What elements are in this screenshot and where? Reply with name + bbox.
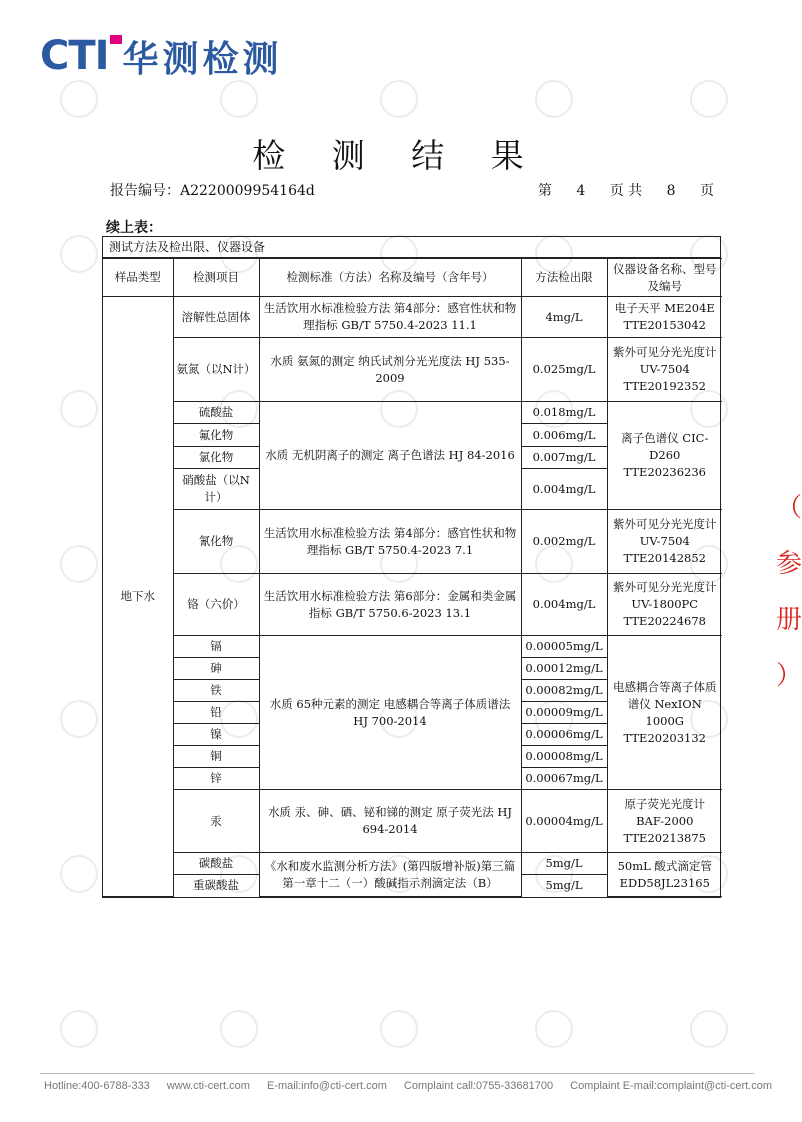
- instrument-cell: 50mL 酸式滴定管 EDD58JL23165: [607, 853, 722, 897]
- item-cell: 铁: [173, 680, 259, 702]
- item-cell: 镍: [173, 724, 259, 746]
- instrument-cell: 原子荧光光度计 BAF-2000 TTE20213875: [607, 790, 722, 853]
- footer-complaint-email[interactable]: Complaint E-mail:complaint@cti-cert.com: [570, 1080, 773, 1092]
- limit-cell: 0.00005mg/L: [521, 636, 607, 658]
- item-cell: 汞: [173, 790, 259, 853]
- page-mid: 页 共: [609, 183, 643, 199]
- limit-cell: 0.004mg/L: [521, 469, 607, 510]
- standard-cell: 水质 65种元素的测定 电感耦合等离子体质谱法 HJ 700-2014: [259, 636, 521, 790]
- continued-label: 续上表：: [106, 220, 162, 236]
- limit-cell: 4mg/L: [521, 297, 607, 338]
- table-row: [103, 790, 722, 853]
- page-title: 检 测 结 果: [252, 136, 542, 175]
- item-cell: 氨氮（以N计）: [173, 338, 259, 402]
- watermark-badge: [60, 855, 98, 893]
- watermark-badge: [220, 1010, 258, 1048]
- table-row: [103, 338, 722, 402]
- footer-hotline: Hotline:400-6788-333: [44, 1080, 150, 1092]
- results-table: [103, 258, 722, 897]
- item-cell: 锌: [173, 768, 259, 790]
- watermark-badge: [60, 80, 98, 118]
- footer-complaint-call: Complaint call:0755-33681700: [403, 1080, 554, 1092]
- limit-cell: 0.00082mg/L: [521, 680, 607, 702]
- watermark-badge: [535, 1010, 573, 1048]
- table-row: [103, 402, 722, 424]
- item-cell: 铜: [173, 746, 259, 768]
- limit-cell: 0.00012mg/L: [521, 658, 607, 680]
- limit-cell: 5mg/L: [521, 853, 607, 875]
- logo-accent-bar: [110, 35, 122, 44]
- instrument-cell: 紫外可见分光光度计 UV-1800PC TTE20224678: [607, 574, 722, 636]
- table-row: [103, 853, 722, 875]
- limit-cell: 0.00004mg/L: [521, 790, 607, 853]
- page-total: 8: [666, 183, 676, 199]
- item-cell: 铬（六价）: [173, 574, 259, 636]
- results-table-frame: [102, 236, 721, 898]
- limit-cell: 0.00006mg/L: [521, 724, 607, 746]
- footer-divider: [40, 1073, 754, 1074]
- table-row: [103, 574, 722, 636]
- page-current: 4: [576, 183, 586, 199]
- logo-mark: [40, 33, 109, 79]
- item-cell: 重碳酸盐: [173, 875, 259, 897]
- footer-website[interactable]: www.cti-cert.com: [166, 1080, 250, 1092]
- logo-chinese-name: 华测检测: [122, 38, 283, 80]
- standard-cell: 生活饮用水标准检验方法 第4部分：感官性状和物理指标 GB/T 5750.4-2023 11.1: [259, 297, 521, 338]
- sample-type-cell: 地下水: [103, 297, 173, 897]
- limit-cell: 0.007mg/L: [521, 447, 607, 469]
- company-logo: [40, 28, 283, 84]
- report-number-value: A2220009954164d: [180, 183, 315, 199]
- item-cell: 氰化物: [173, 510, 259, 574]
- item-cell: 氟化物: [173, 424, 259, 447]
- limit-cell: 0.006mg/L: [521, 424, 607, 447]
- table-row: [103, 636, 722, 658]
- standard-cell: 《水和废水监测分析方法》(第四版增补版)第三篇第一章十二（一）酸碱指示剂滴定法（B）: [259, 853, 521, 897]
- item-cell: 铅: [173, 702, 259, 724]
- limit-cell: 0.00008mg/L: [521, 746, 607, 768]
- limit-cell: 0.004mg/L: [521, 574, 607, 636]
- footer-email[interactable]: E-mail:info@cti-cert.com: [266, 1080, 387, 1092]
- col-item: 检测项目: [173, 259, 259, 297]
- watermark-badge: [60, 1010, 98, 1048]
- table-row: [103, 297, 722, 338]
- watermark-badge: [690, 1010, 728, 1048]
- col-standard: 检测标准（方法）名称及编号（含年号）: [259, 259, 521, 297]
- limit-cell: 0.002mg/L: [521, 510, 607, 574]
- limit-cell: 0.025mg/L: [521, 338, 607, 402]
- standard-cell: 水质 汞、砷、硒、铋和锑的测定 原子荧光法 HJ 694-2014: [259, 790, 521, 853]
- item-cell: 硝酸盐（以N计）: [173, 469, 259, 510]
- watermark-badge: [690, 80, 728, 118]
- standard-cell: 水质 氨氮的测定 纳氏试剂分光光度法 HJ 535-2009: [259, 338, 521, 402]
- logo-text: CTI: [40, 33, 109, 79]
- page-indicator: [518, 180, 714, 200]
- col-sample-type: 样品类型: [103, 259, 173, 297]
- watermark-badge: [380, 1010, 418, 1048]
- watermark-badge: [220, 80, 258, 118]
- limit-cell: 0.00067mg/L: [521, 768, 607, 790]
- table-row: [103, 510, 722, 574]
- method-header: 测试方法及检出限、仪器设备: [103, 237, 720, 258]
- watermark-badge: [60, 545, 98, 583]
- limit-cell: 0.018mg/L: [521, 402, 607, 424]
- limit-cell: 0.00009mg/L: [521, 702, 607, 724]
- standard-cell: 水质 无机阴离子的测定 离子色谱法 HJ 84-2016: [259, 402, 521, 510]
- standard-cell: 生活饮用水标准检验方法 第4部分：感官性状和物理指标 GB/T 5750.4-2023 7.1: [259, 510, 521, 574]
- limit-cell: 5mg/L: [521, 875, 607, 897]
- col-limit: 方法检出限: [521, 259, 607, 297]
- watermark-badge: [60, 700, 98, 738]
- page-prefix: 第: [537, 183, 552, 199]
- instrument-cell: 紫外可见分光光度计 UV-7504 TTE20142852: [607, 510, 722, 574]
- instrument-cell: 电感耦合等离子体质谱仪 NexION 1000G TTE20203132: [607, 636, 722, 790]
- col-instrument: 仪器设备名称、型号及编号: [607, 259, 722, 297]
- item-cell: 碳酸盐: [173, 853, 259, 875]
- seal-stamp-edge: （ 参 册 ）: [776, 493, 802, 691]
- report-number: [110, 180, 315, 200]
- item-cell: 砷: [173, 658, 259, 680]
- item-cell: 溶解性总固体: [173, 297, 259, 338]
- watermark-badge: [535, 80, 573, 118]
- instrument-cell: 紫外可见分光光度计 UV-7504 TTE20192352: [607, 338, 722, 402]
- instrument-cell: 电子天平 ME204E TTE20153042: [607, 297, 722, 338]
- item-cell: 氯化物: [173, 447, 259, 469]
- standard-cell: 生活饮用水标准检验方法 第6部分：金属和类金属指标 GB/T 5750.6-2023 13.1: [259, 574, 521, 636]
- watermark-badge: [60, 390, 98, 428]
- table-header-row: [103, 259, 722, 297]
- page-suffix: 页: [700, 183, 714, 199]
- watermark-badge: [60, 235, 98, 273]
- item-cell: 硫酸盐: [173, 402, 259, 424]
- item-cell: 镉: [173, 636, 259, 658]
- report-number-label: 报告编号：: [110, 183, 180, 199]
- watermark-badge: [380, 80, 418, 118]
- instrument-cell: 离子色谱仪 CIC-D260 TTE20236236: [607, 402, 722, 510]
- footer: [44, 1080, 772, 1092]
